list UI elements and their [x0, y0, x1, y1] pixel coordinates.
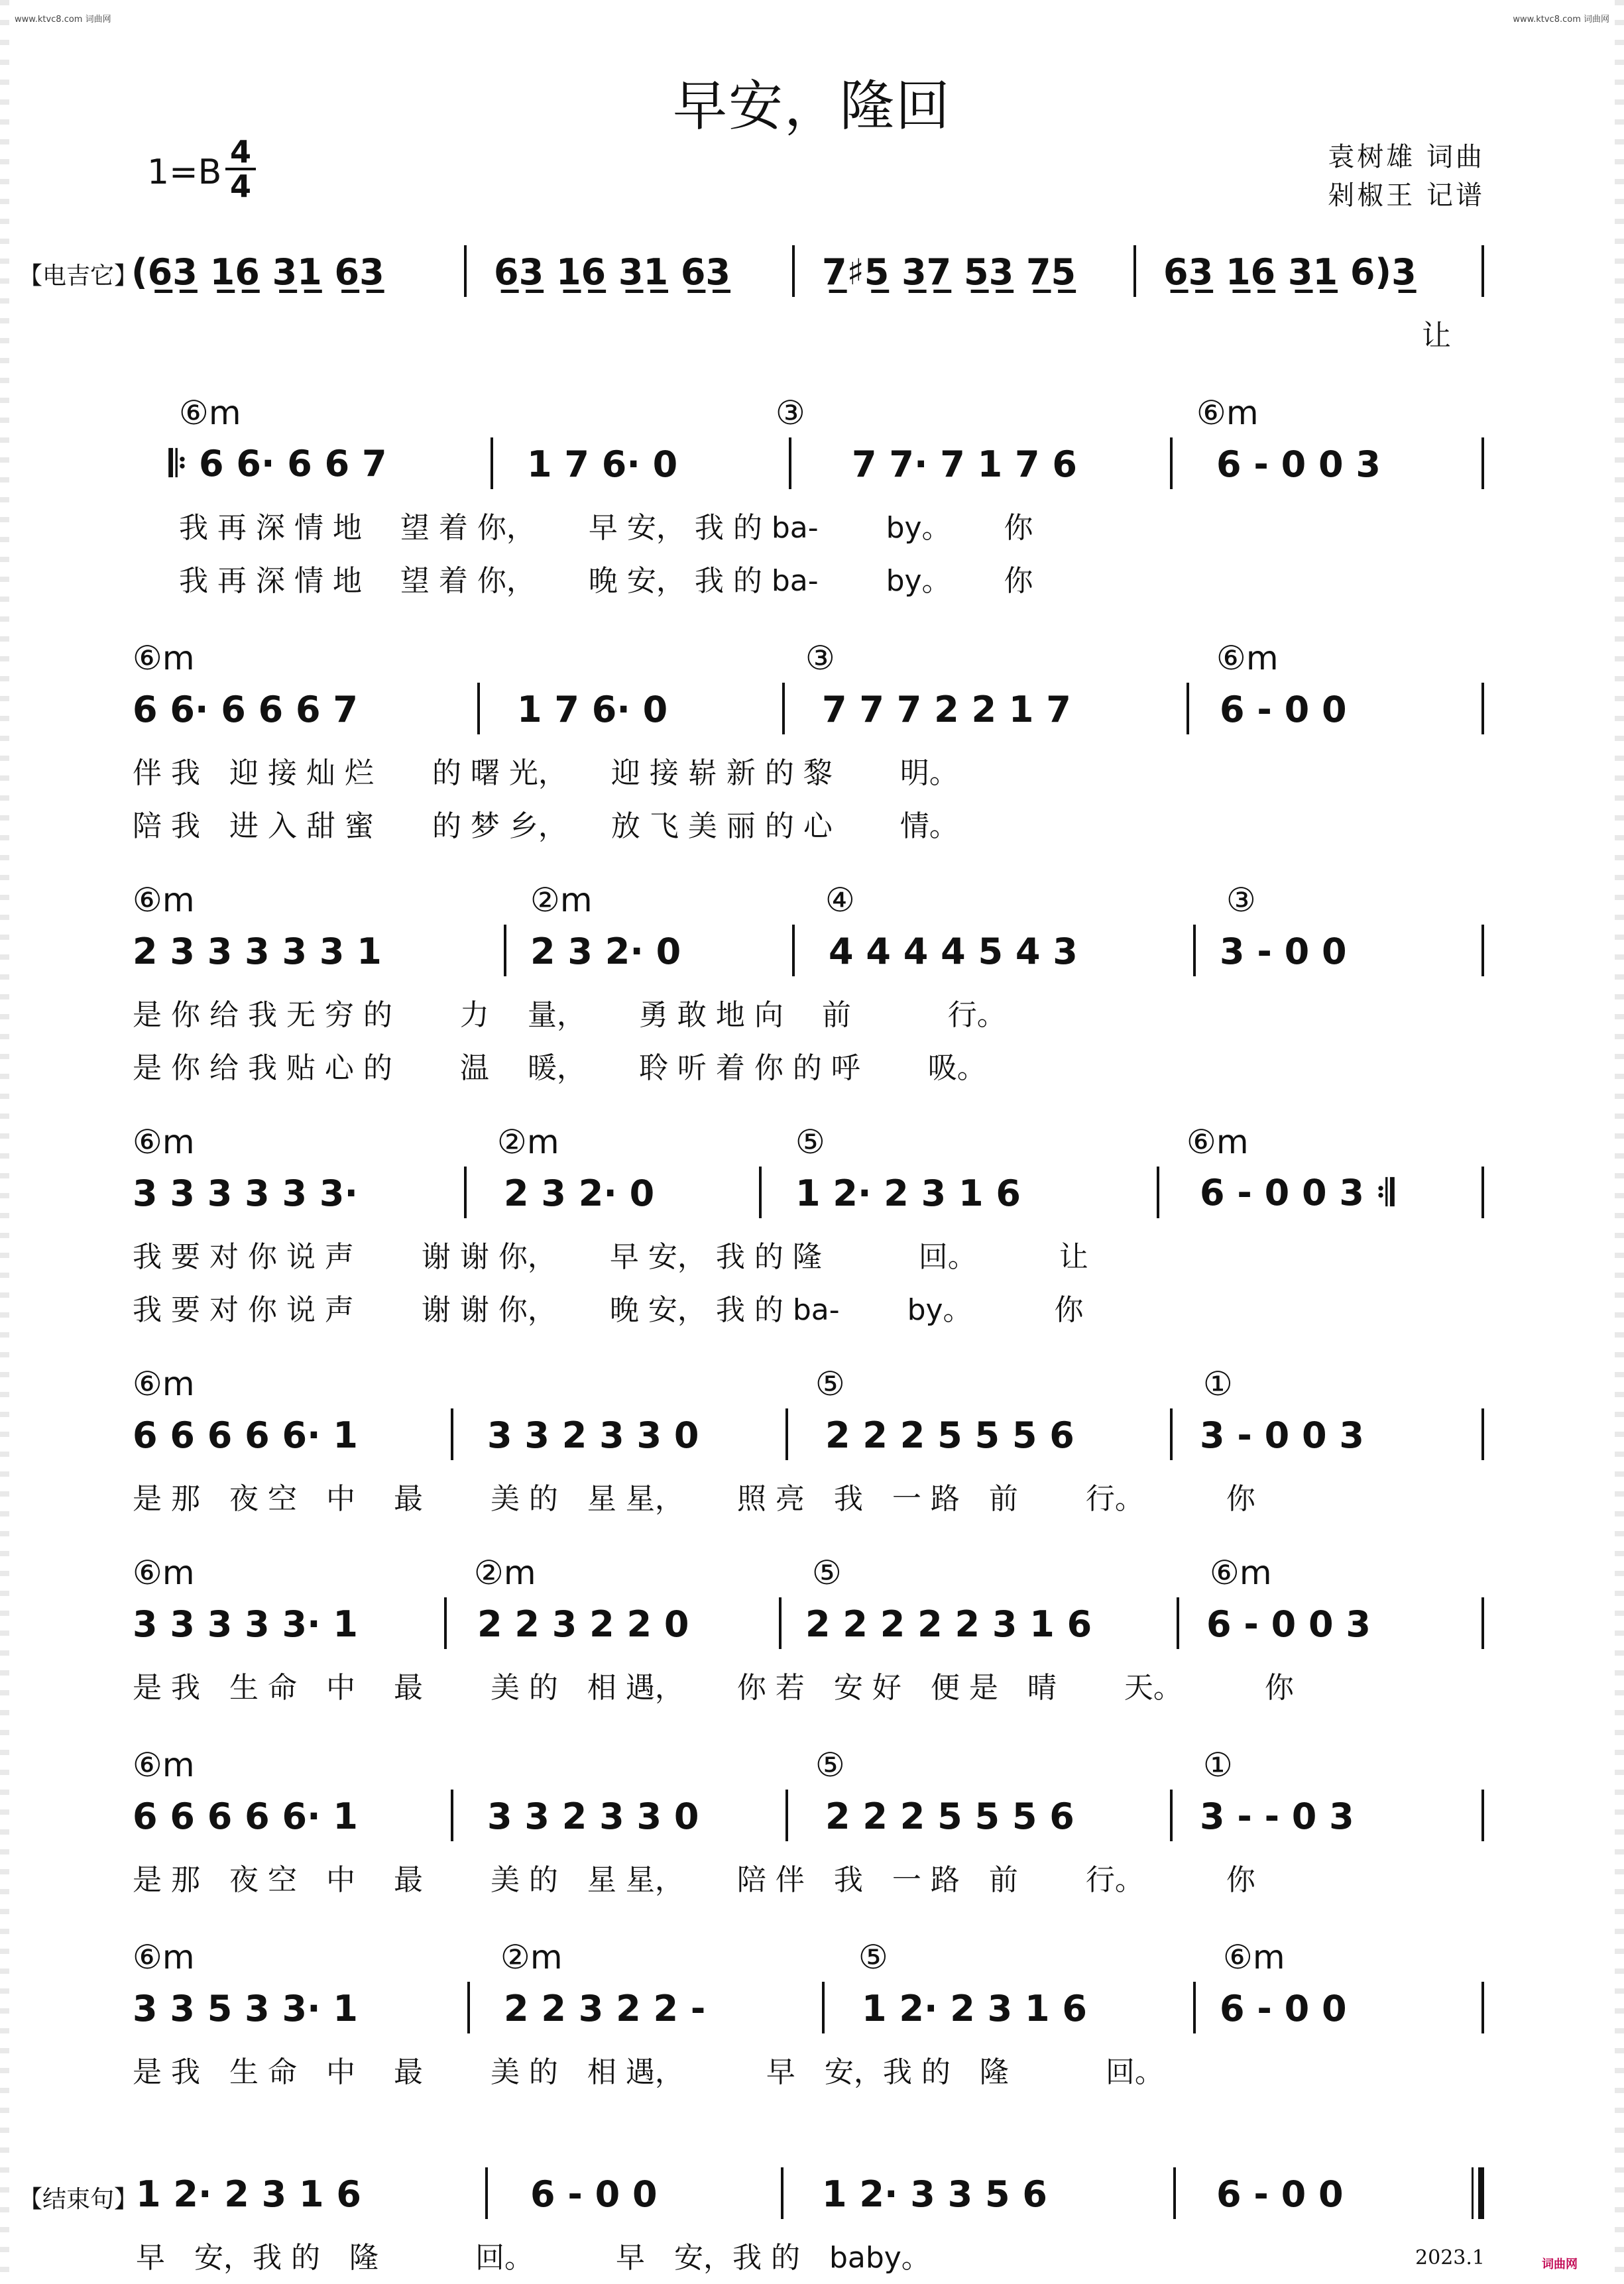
measure: 2 2 2 5 5 5 6 [825, 1414, 1074, 1456]
chord-symbol: ⑥m [1216, 639, 1279, 677]
measure: 2 3 2· 0 [530, 930, 681, 972]
barline [1177, 1597, 1179, 1649]
measure: 2 2 3 2 2 - [504, 1987, 706, 2029]
chord-symbol: ⑤ [815, 1746, 845, 1784]
barline [1472, 2167, 1474, 2219]
barline [1133, 245, 1136, 297]
measure: 2 2 2 2 2 3 1 6 [805, 1603, 1092, 1645]
time-signature-bottom: 4 [229, 168, 251, 204]
intro-lyric: 让 [1422, 319, 1451, 353]
chord-symbol: ① [1203, 1365, 1233, 1403]
intro-measure-2: 6̲3̲ 1̲6̲ 3̲1̲ 6̲3̲ [494, 251, 730, 293]
lyric-line: 我 再 深 情 地 望 着 你， 早 安， 我 的 ba- by。 你 [179, 511, 1033, 545]
lyric-line: 是 你 给 我 贴 心 的 温 暖， 聆 听 着 你 的 呼 吸。 [133, 1051, 986, 1085]
measure: 2 3 3 3 3 3 1 [133, 930, 382, 972]
chord-symbol: ⑤ [815, 1365, 845, 1403]
ending-tag: 【结束句】 [19, 2186, 139, 2213]
chord-symbol: ③ [1226, 881, 1256, 919]
credit-transcriber: 剁椒王 记谱 [1328, 180, 1485, 211]
measure: 7 7 7 2 2 1 7 [822, 688, 1071, 730]
barline [781, 2167, 783, 2219]
ending-measure-2: 6 - 0 0 [530, 2173, 658, 2215]
lyric-line: 是 那 夜 空 中 最 美 的 星 星， 陪 伴 我 一 路 前 行。 你 [133, 1863, 1255, 1897]
key-signature: 1=B [147, 152, 222, 192]
lyric-line: 伴 我 迎 接 灿 烂 的 曙 光， 迎 接 崭 新 的 黎 明。 [133, 756, 958, 790]
ending-measure-1: 1 2· 2 3 1 6 [136, 2173, 361, 2215]
measure: 3 3 2 3 3 0 [487, 1414, 699, 1456]
song-title: 早安，隆回 [672, 75, 951, 138]
barline [785, 1790, 788, 1841]
barline [464, 1167, 467, 1218]
site-watermark-right: www.ktvc8.com 词曲网 [1513, 15, 1609, 25]
final-barline [1478, 2167, 1484, 2219]
barline [1481, 1408, 1484, 1460]
measure: 3 - - 0 3 [1200, 1795, 1354, 1837]
time-signature-top: 4 [225, 136, 256, 170]
measure: 1 7 6· 0 [527, 443, 678, 485]
barline [785, 1408, 788, 1460]
intro-measure-4: 6̲3̲ 1̲6̲ 3̲1̲ 6)3̲ [1163, 251, 1417, 293]
measure: 3 3 3 3 3· 1 [133, 1603, 358, 1645]
measure: 3 3 2 3 3 0 [487, 1795, 699, 1837]
measure: 1 2· 2 3 1 6 [795, 1172, 1021, 1214]
lyric-line: 我 要 对 你 说 声 谢 谢 你， 晚 安， 我 的 ba- by。 你 [133, 1293, 1084, 1327]
barline [1481, 925, 1484, 976]
chord-symbol: ⑥m [133, 1938, 195, 1976]
chord-symbol: ⑥m [1187, 1123, 1249, 1161]
barline [1481, 683, 1484, 734]
footer-date: 2023.1 [1415, 2246, 1485, 2269]
lyric-line: 我 再 深 情 地 望 着 你， 晚 安， 我 的 ba- by。 你 [179, 564, 1033, 598]
measure: 3 - 0 0 3 [1200, 1414, 1364, 1456]
measure: 2 3 2· 0 [504, 1172, 655, 1214]
chord-symbol: ③ [805, 639, 835, 677]
barline [792, 925, 795, 976]
barline [1193, 925, 1196, 976]
chord-symbol: ④ [825, 881, 855, 919]
barline [1193, 1982, 1196, 2033]
ending-measure-3: 1 2· 3 3 5 6 [822, 2173, 1047, 2215]
credit-lyrics-music: 袁树雄 词曲 [1328, 142, 1485, 172]
measure: 6 - 0 0 [1220, 688, 1347, 730]
barline [822, 1982, 825, 2033]
barline [504, 925, 506, 976]
chord-symbol: ⑥m [133, 639, 195, 677]
measure: 6 6· 6 6 6 7 [133, 688, 358, 730]
measure: 2 2 3 2 2 0 [477, 1603, 689, 1645]
chord-symbol: ① [1203, 1746, 1233, 1784]
measure: 6 - 0 0 3 𝄇 [1200, 1172, 1394, 1214]
chord-symbol: ⑤ [858, 1938, 888, 1976]
chord-symbol: ⑥m [133, 1554, 195, 1592]
measure: 3 - 0 0 [1220, 930, 1347, 972]
chord-symbol: ⑥m [133, 881, 195, 919]
measure: 3 3 5 3 3· 1 [133, 1987, 358, 2029]
lyric-line: 陪 我 进 入 甜 蜜 的 梦 乡， 放 飞 美 丽 的 心 情。 [133, 809, 958, 843]
barline [782, 683, 785, 734]
barline [1481, 437, 1484, 489]
measure: 1 2· 2 3 1 6 [862, 1987, 1087, 2029]
barline [1170, 437, 1173, 489]
lyric-line: 是 那 夜 空 中 最 美 的 星 星， 照 亮 我 一 路 前 行。 你 [133, 1482, 1255, 1516]
ending-measure-4: 6 - 0 0 [1216, 2173, 1344, 2215]
chord-symbol: ②m [530, 881, 593, 919]
chord-symbol: ⑥m [133, 1365, 195, 1403]
page-edge-right [1615, 0, 1624, 2284]
measure: 2 2 2 5 5 5 6 [825, 1795, 1074, 1837]
ending-lyric: 早 安，我 的 隆 回。 早 安，我 的 baby。 [136, 2241, 931, 2275]
chord-symbol: ⑥m [1210, 1554, 1272, 1592]
barline [444, 1597, 447, 1649]
barline [1481, 1982, 1484, 2033]
barline [1170, 1790, 1173, 1841]
barline [451, 1408, 453, 1460]
intro-measure-1: (6̲3̲ 1̲6̲ 3̲1̲ 6̲3̲ [131, 251, 384, 293]
chord-symbol: ⑤ [812, 1554, 842, 1592]
barline [1481, 1167, 1484, 1218]
barline [467, 1982, 470, 2033]
barline [1481, 1790, 1484, 1841]
lyric-line: 我 要 对 你 说 声 谢 谢 你， 早 安， 我 的 隆 回。 让 [133, 1240, 1088, 1274]
chord-symbol: ⑥m [133, 1123, 195, 1161]
page-edge-left [0, 0, 9, 2284]
chord-symbol: ⑥m [179, 394, 241, 432]
chord-symbol: ②m [497, 1123, 559, 1161]
barline [779, 1597, 782, 1649]
chord-symbol: ⑥m [133, 1746, 195, 1784]
barline [491, 437, 493, 489]
chord-symbol: ②m [474, 1554, 536, 1592]
measure: 6 - 0 0 3 [1206, 1603, 1371, 1645]
barline [789, 437, 791, 489]
intro-measure-3: 7̲♯5̲ 3̲7̲ 5̲3̲ 7̲5̲ [822, 251, 1076, 293]
measure: 6 - 0 0 [1220, 1987, 1347, 2029]
time-signature [225, 136, 256, 202]
measure: 1 7 6· 0 [517, 688, 668, 730]
lyric-line: 是 我 生 命 中 最 美 的 相 遇， 你 若 安 好 便 是 晴 天。 你 [133, 1671, 1294, 1705]
barline [477, 683, 480, 734]
measure: 6 - 0 0 3 [1216, 443, 1381, 485]
intro-instrument-tag: 【电吉它】 [19, 262, 139, 290]
chord-symbol: ⑥m [1196, 394, 1259, 432]
lyric-line: 是 我 生 命 中 最 美 的 相 遇， 早 安，我 的 隆 回。 [133, 2055, 1164, 2089]
measure: 6 6 6 6 6· 1 [133, 1795, 358, 1837]
site-watermark-left: www.ktvc8.com 词曲网 [15, 15, 111, 25]
chord-symbol: ②m [500, 1938, 563, 1976]
barline [1187, 683, 1189, 734]
barline [1481, 245, 1484, 297]
barline [792, 245, 795, 297]
barline [451, 1790, 453, 1841]
measure: 6 6 6 6 6· 1 [133, 1414, 358, 1456]
barline [759, 1167, 762, 1218]
lyric-line: 是 你 给 我 无 穷 的 力 量， 勇 敢 地 向 前 行。 [133, 998, 1006, 1032]
chord-symbol: ③ [776, 394, 805, 432]
measure: 4 4 4 4 5 4 3 [829, 930, 1078, 972]
chord-symbol: ⑥m [1223, 1938, 1285, 1976]
barline [1173, 2167, 1176, 2219]
measure: 𝄆 6 6· 6 6 7 [169, 443, 387, 485]
barline [1170, 1408, 1173, 1460]
barline [485, 2167, 488, 2219]
measure: 3 3 3 3 3 3· [133, 1172, 358, 1214]
barline [1157, 1167, 1159, 1218]
barline [1481, 1597, 1484, 1649]
barline [464, 245, 467, 297]
footer-logo: 词曲网 [1542, 2257, 1578, 2271]
chord-symbol: ⑤ [795, 1123, 825, 1161]
measure: 7 7· 7 1 7 6 [852, 443, 1077, 485]
